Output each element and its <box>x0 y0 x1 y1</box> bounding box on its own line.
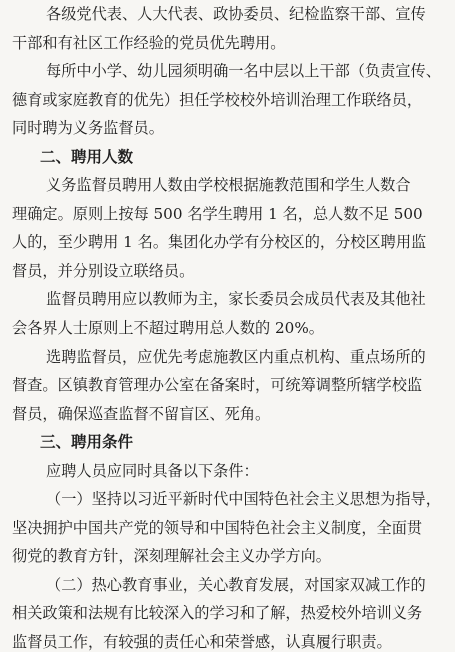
text-line: 督员，确保巡查监督不留盲区、死角。 <box>12 404 271 423</box>
text-line: 人的，至少聘用 1 名。集团化办学有分校区的，分校区聘用监 <box>12 233 427 252</box>
text-line: 督查。区镇教育管理办公室在备案时，可统筹调整所辖学校监 <box>12 376 423 395</box>
text-line: （一）坚持以习近平新时代中国特色社会主义思想为指导， <box>46 490 441 509</box>
text-line: 彻党的教育方针，深刻理解社会主义办学方向。 <box>12 547 331 566</box>
text-line: 应聘人员应同时具备以下条件： <box>46 461 259 480</box>
section-heading-3: 三、聘用条件 <box>40 433 134 452</box>
text-line: 理确定。原则上按每 500 名学生聘用 1 名，总人数不足 500 <box>12 204 423 223</box>
section-heading-2: 二、聘用人数 <box>40 147 134 166</box>
text-line: 会各界人士原则上不超过聘用总人数的 20%。 <box>12 319 324 337</box>
text-line: 监督员工作，有较强的责任心和荣誉感，认真履行职责。 <box>12 633 392 651</box>
text-line: 监督员聘用应以教师为主，家长委员会成员代表及其他社 <box>46 290 426 309</box>
text-line: 义务监督员聘用人数由学校根据施教范围和学生人数合 <box>46 176 411 195</box>
text-line: （二）热心教育事业，关心教育发展，对国家双减工作的 <box>46 575 426 594</box>
text-line: 坚决拥护中国共产党的领导和中国特色社会主义制度，全面贯 <box>12 518 423 537</box>
text-line: 德育或家庭教育的优先）担任学校校外培训治理工作联络员， <box>12 90 423 109</box>
text-line: 选聘监督员，应优先考虑施教区内重点机构、重点场所的 <box>46 347 426 366</box>
text-line: 干部和有社区工作经验的党员优先聘用。 <box>12 33 286 52</box>
text-line: 相关政策和法规有比较深入的学习和了解，热爱校外培训义务 <box>12 604 423 623</box>
text-line: 每所中小学、幼儿园须明确一名中层以上干部（负责宣传、 <box>46 62 441 81</box>
text-line: 各级党代表、人大代表、政协委员、纪检监察干部、宣传 <box>46 5 426 23</box>
text-line: 同时聘为义务监督员。 <box>12 119 164 138</box>
text-line: 督员，并分别设立联络员。 <box>12 261 195 280</box>
